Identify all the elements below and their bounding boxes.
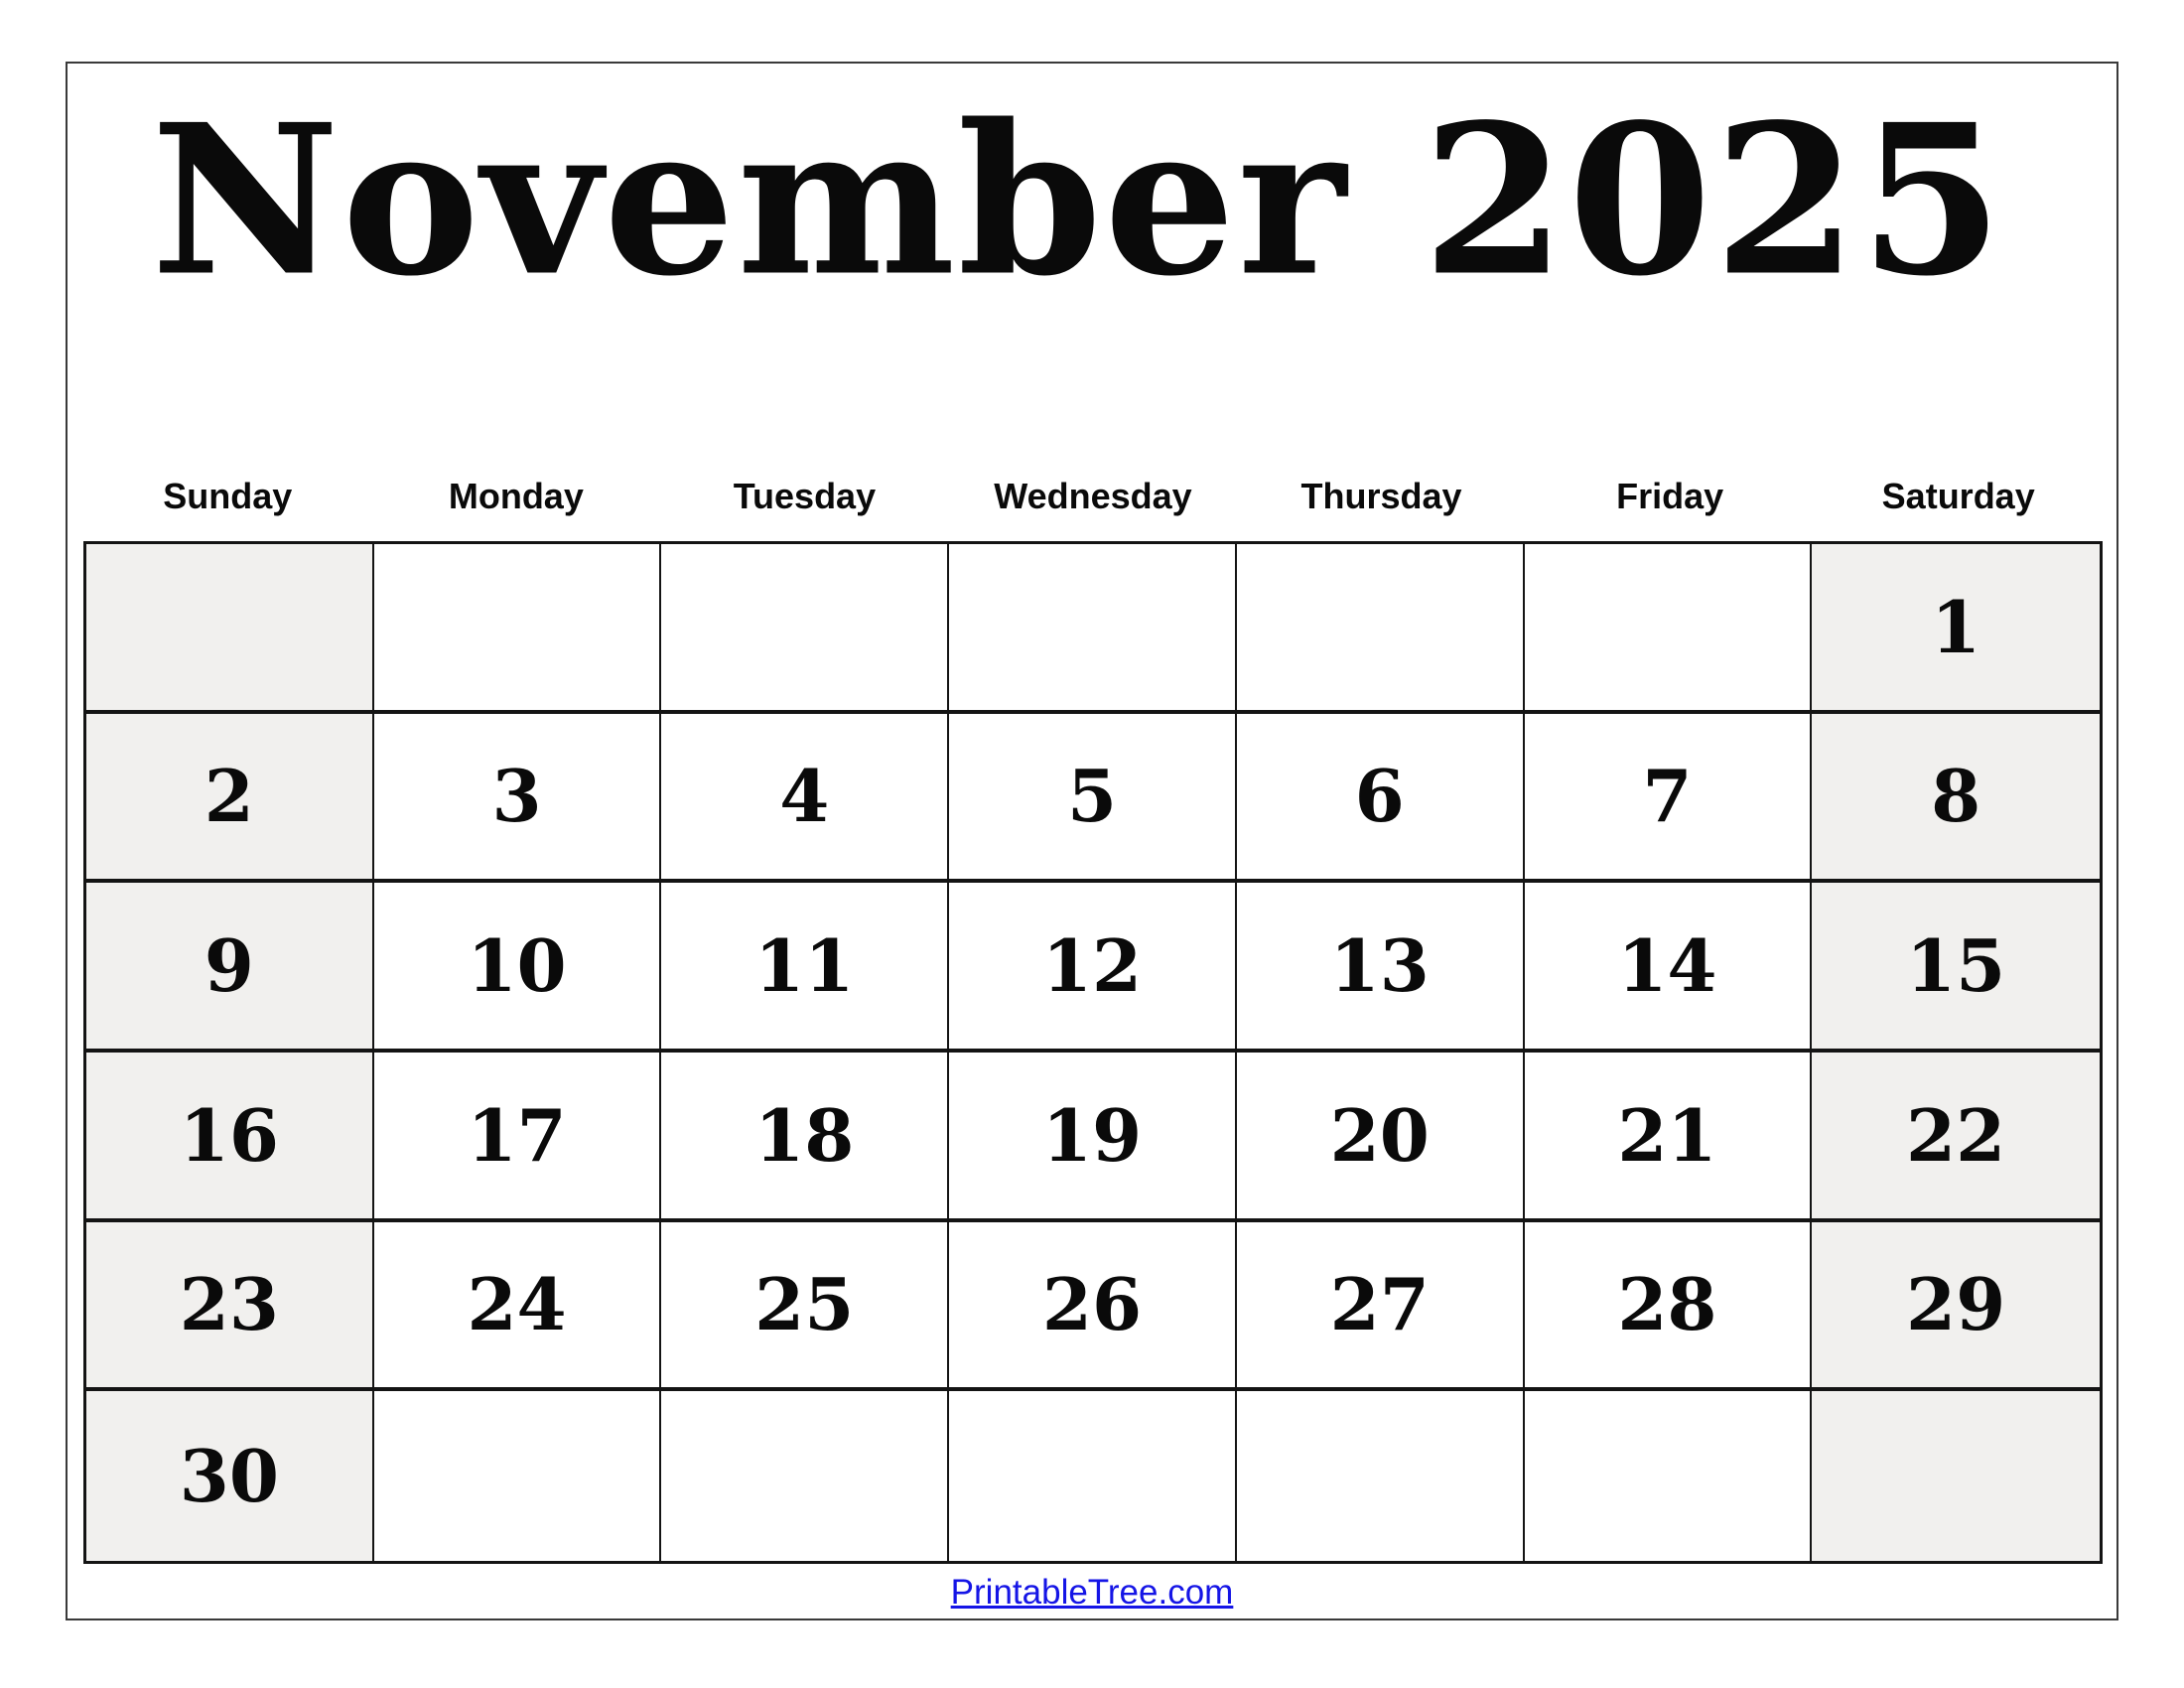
day-cell: 29 — [1812, 1222, 2100, 1392]
day-cell — [1812, 1391, 2100, 1561]
day-cell: 24 — [374, 1222, 662, 1392]
day-cell — [1237, 544, 1525, 714]
day-cell — [374, 1391, 662, 1561]
month-title: November 2025 — [151, 79, 2005, 323]
day-cell: 27 — [1237, 1222, 1525, 1392]
page-frame — [66, 62, 2118, 1620]
weekday-label-wednesday: Wednesday — [994, 476, 1192, 516]
day-cell: 7 — [1525, 714, 1813, 884]
day-cell — [86, 544, 374, 714]
day-cell: 20 — [1237, 1053, 1525, 1222]
day-cell: 8 — [1812, 714, 2100, 884]
day-cell: 19 — [949, 1053, 1237, 1222]
day-cell: 11 — [661, 883, 949, 1053]
weekday-label-thursday: Thursday — [1300, 476, 1462, 516]
day-cell: 4 — [661, 714, 949, 884]
day-cell — [374, 544, 662, 714]
day-cell: 2 — [86, 714, 374, 884]
day-cell: 17 — [374, 1053, 662, 1222]
day-cell: 25 — [661, 1222, 949, 1392]
day-cell: 30 — [86, 1391, 374, 1561]
day-cell: 26 — [949, 1222, 1237, 1392]
weekday-header-row — [83, 459, 2103, 534]
footer-link[interactable]: PrintableTree.com — [950, 1573, 1234, 1612]
calendar-grid — [83, 541, 2103, 1564]
day-cell: 23 — [86, 1222, 374, 1392]
day-cell — [949, 544, 1237, 714]
weekday-label-saturday: Saturday — [1881, 476, 2035, 516]
weekday-label-friday: Friday — [1616, 476, 1724, 516]
day-cell: 12 — [949, 883, 1237, 1053]
day-cell: 10 — [374, 883, 662, 1053]
day-cell — [1525, 1391, 1813, 1561]
day-cell — [949, 1391, 1237, 1561]
day-cell: 16 — [86, 1053, 374, 1222]
weekday-label-tuesday: Tuesday — [733, 476, 877, 516]
day-cell: 14 — [1525, 883, 1813, 1053]
day-cell: 22 — [1812, 1053, 2100, 1222]
footer — [68, 1573, 2116, 1613]
day-cell: 15 — [1812, 883, 2100, 1053]
day-cell: 3 — [374, 714, 662, 884]
day-cell — [1237, 1391, 1525, 1561]
day-cell: 21 — [1525, 1053, 1813, 1222]
day-cell: 13 — [1237, 883, 1525, 1053]
day-cell — [661, 1391, 949, 1561]
day-cell — [661, 544, 949, 714]
day-cell: 6 — [1237, 714, 1525, 884]
weekday-label-monday: Monday — [448, 476, 584, 516]
day-cell: 18 — [661, 1053, 949, 1222]
weekday-label-sunday: Sunday — [163, 476, 293, 516]
day-cell: 5 — [949, 714, 1237, 884]
day-cell: 28 — [1525, 1222, 1813, 1392]
day-cell: 1 — [1812, 544, 2100, 714]
day-cell: 9 — [86, 883, 374, 1053]
day-cell — [1525, 544, 1813, 714]
